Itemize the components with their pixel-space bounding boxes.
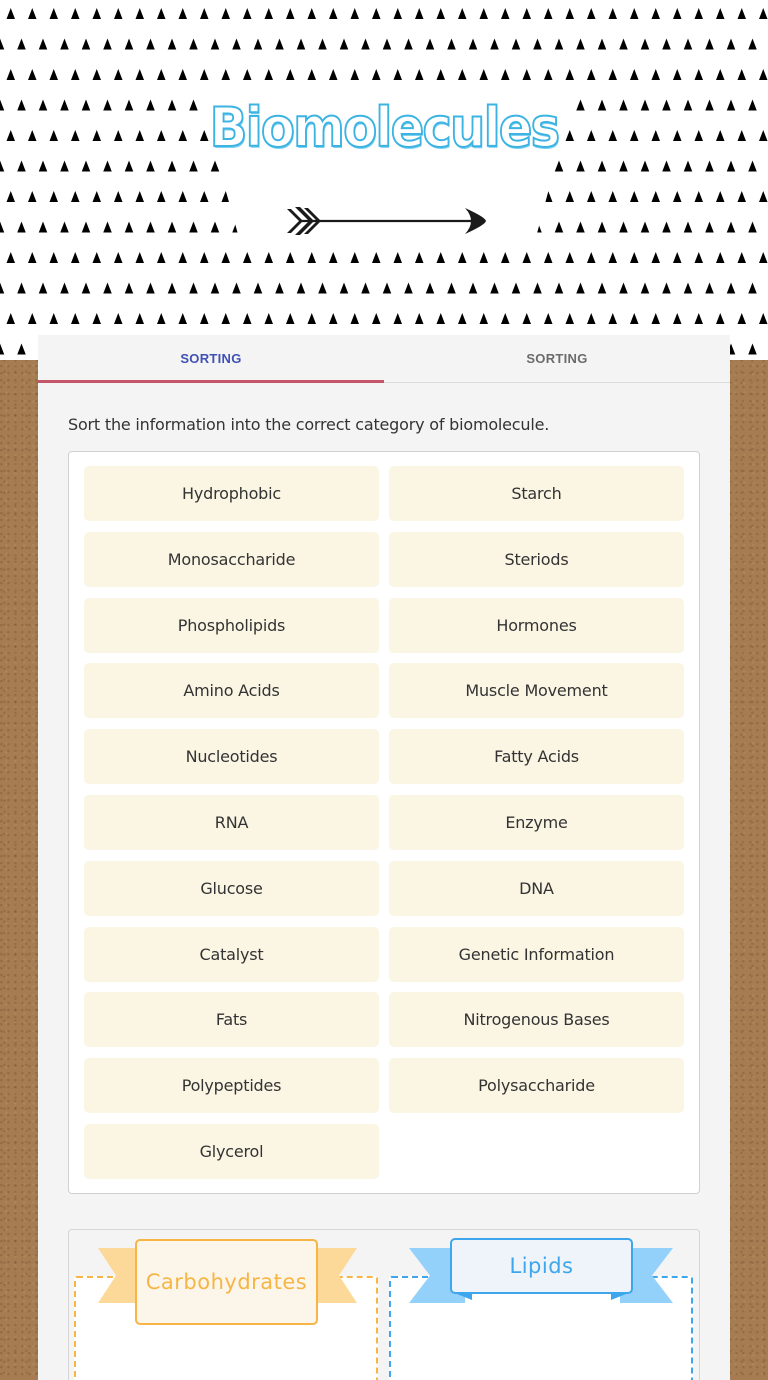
header-banner — [0, 0, 768, 360]
tab-sorting-2[interactable]: SORTING — [526, 351, 588, 366]
sort-item[interactable]: Steriods — [389, 532, 684, 587]
category-carbohydrates — [69, 1230, 375, 1380]
item-grid — [84, 466, 684, 1179]
page-title: Biomolecules — [209, 96, 559, 159]
sort-item[interactable]: Genetic Information — [389, 927, 684, 982]
sort-item[interactable]: Fatty Acids — [389, 729, 684, 784]
category-lipids — [385, 1230, 691, 1380]
instruction-text: Sort the information into the correct category of biomolecule. — [68, 415, 550, 434]
item-bank — [68, 451, 700, 1194]
category-label-carbohydrates: Carbohydrates — [135, 1239, 318, 1325]
sort-item[interactable]: Glucose — [84, 861, 379, 916]
tab-sorting-1[interactable]: SORTING — [38, 335, 384, 382]
sort-item[interactable]: Enzyme — [389, 795, 684, 850]
sort-item[interactable]: Hormones — [389, 598, 684, 653]
sort-item[interactable]: Hydrophobic — [84, 466, 379, 521]
sort-item[interactable]: Amino Acids — [84, 663, 379, 718]
category-label-lipids: Lipids — [450, 1238, 633, 1294]
category-panel — [68, 1229, 700, 1380]
sort-item[interactable]: RNA — [84, 795, 379, 850]
sort-item[interactable]: Starch — [389, 466, 684, 521]
sort-item[interactable]: Muscle Movement — [389, 663, 684, 718]
sort-item[interactable]: Nitrogenous Bases — [389, 992, 684, 1047]
tab-bar — [38, 335, 730, 383]
sort-item[interactable]: Polypeptides — [84, 1058, 379, 1113]
sort-item[interactable]: Catalyst — [84, 927, 379, 982]
sort-item[interactable]: Monosaccharide — [84, 532, 379, 587]
sort-item[interactable]: Nucleotides — [84, 729, 379, 784]
sort-item[interactable]: Fats — [84, 992, 379, 1047]
triangle-pattern — [0, 0, 768, 360]
arrow-icon — [285, 203, 490, 239]
sort-item[interactable]: Glycerol — [84, 1124, 379, 1179]
activity-card — [38, 335, 730, 1380]
sort-item[interactable]: DNA — [389, 861, 684, 916]
sort-item[interactable]: Polysaccharide — [389, 1058, 684, 1113]
sort-item[interactable]: Phospholipids — [84, 598, 379, 653]
